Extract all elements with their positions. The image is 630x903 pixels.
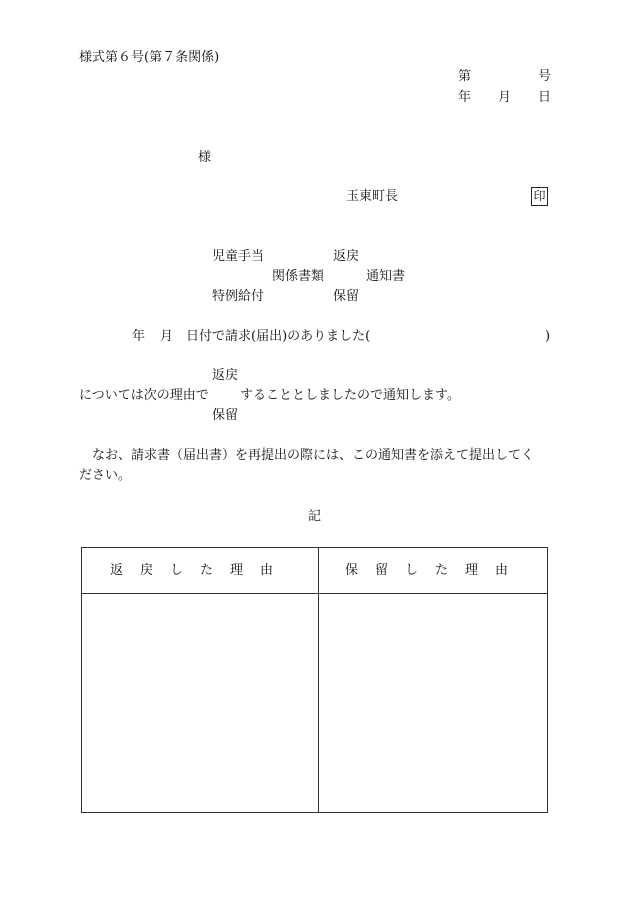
subject-allowance-2: 特例給付 <box>212 289 265 304</box>
header-hold-reason: 保留した理由 <box>345 563 526 578</box>
claim-close-paren: ) <box>545 329 551 344</box>
cell-return-reason[interactable] <box>82 594 318 812</box>
doc-number-prefix: 第 <box>458 69 472 84</box>
date-year: 年 <box>458 90 472 105</box>
issuer-name: 玉東町長 <box>346 189 399 204</box>
subject-action-1: 返戻 <box>333 249 360 264</box>
form-number: 様式第６号(第７条関係) <box>79 50 220 65</box>
subject-action-2: 保留 <box>333 289 360 304</box>
subject-allowance-1: 児童手当 <box>212 249 265 264</box>
reason-text-2: することとしましたので通知します。 <box>240 388 460 403</box>
subject-notice: 通知書 <box>366 269 406 284</box>
claim-text: 日付で請求(届出)のありました( <box>186 329 371 344</box>
ki-heading: 記 <box>308 509 322 524</box>
subject-documents: 関係書類 <box>272 269 325 284</box>
claim-date-month: 月 <box>160 329 174 344</box>
seal-mark: 印 <box>531 187 548 206</box>
note-line-2: ださい。 <box>79 468 132 483</box>
doc-number-suffix: 号 <box>538 69 552 84</box>
reason-text-1: については次の理由で <box>79 388 209 403</box>
claim-date-year: 年 <box>132 329 146 344</box>
option-return: 返戻 <box>212 368 239 383</box>
addressee-suffix: 様 <box>198 150 212 165</box>
option-hold: 保留 <box>212 408 239 423</box>
note-line-1: なお、請求書（届出書）を再提出の際には、この通知書を添えて提出してく <box>92 448 535 463</box>
header-return-reason: 返戻した理由 <box>110 563 291 578</box>
cell-hold-reason[interactable] <box>319 594 547 812</box>
date-day: 日 <box>538 90 552 105</box>
reasons-table <box>81 547 548 813</box>
date-month: 月 <box>498 90 512 105</box>
